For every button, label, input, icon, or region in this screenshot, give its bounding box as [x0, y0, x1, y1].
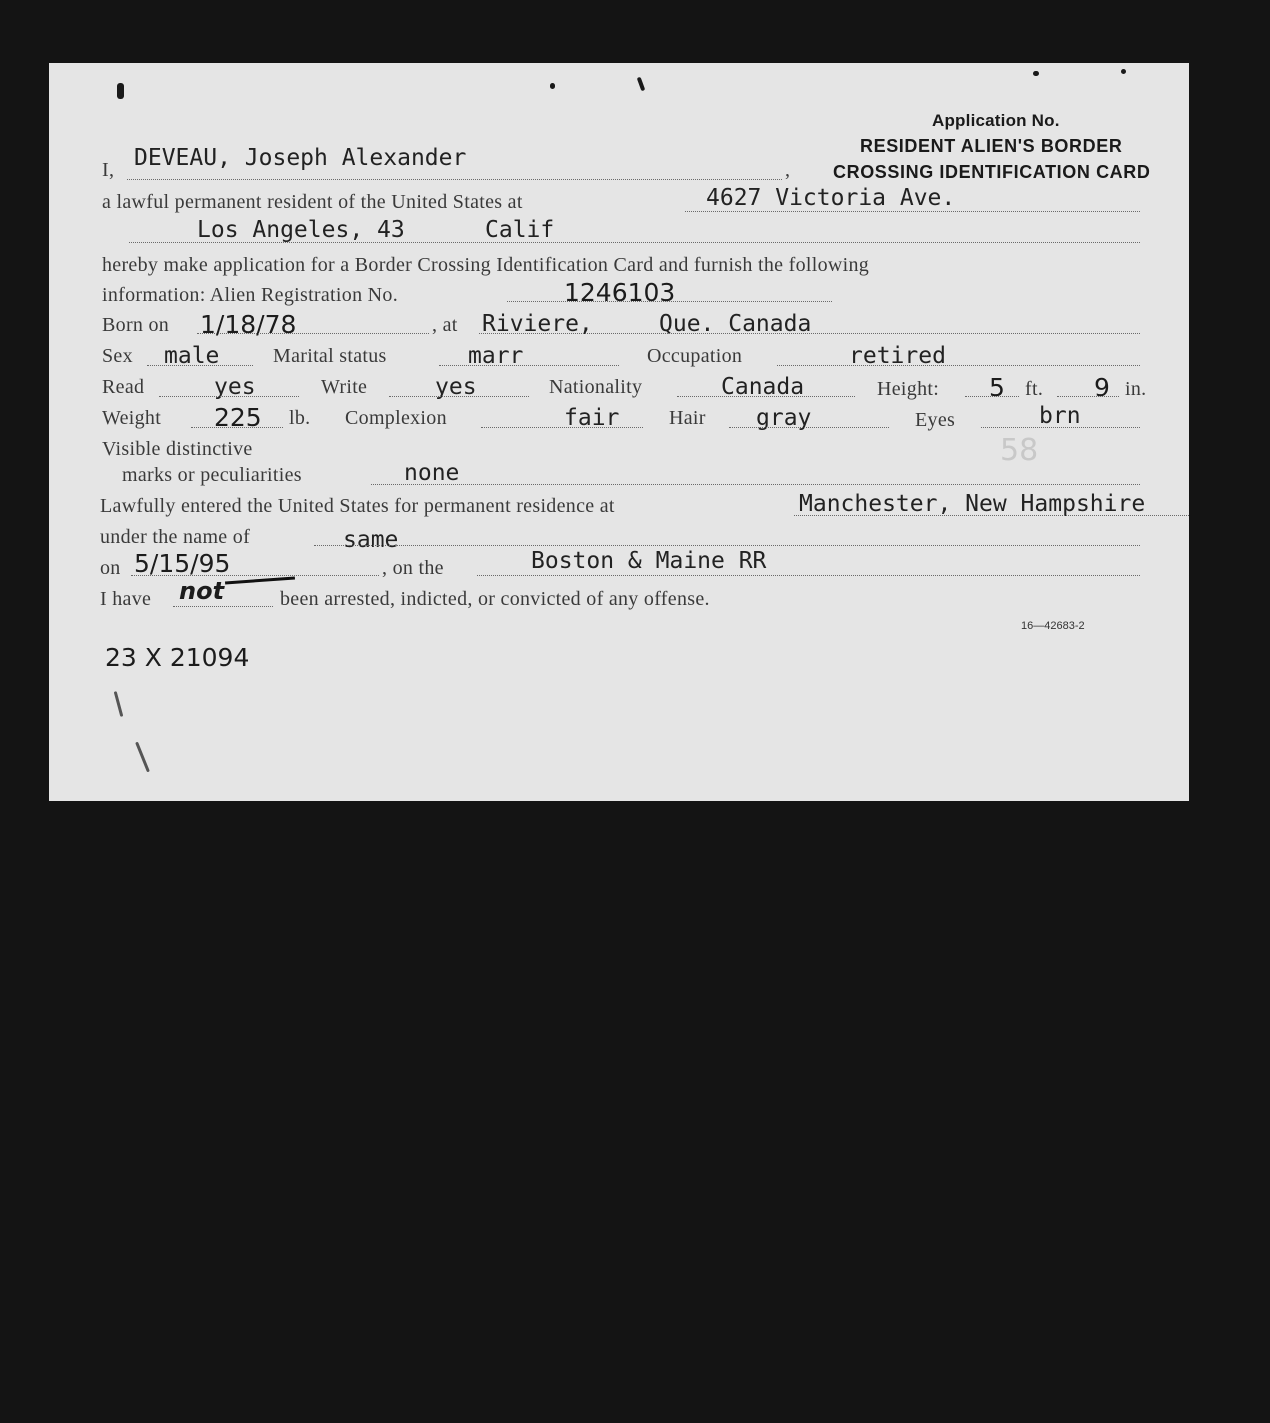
- label-nationality: Nationality: [549, 376, 643, 398]
- label-marital-status: Marital status: [273, 345, 387, 367]
- nationality-line: [677, 396, 855, 397]
- have-not-value: not: [179, 577, 225, 605]
- form-number: 16—42683-2: [1021, 620, 1085, 632]
- handwritten-stroke: [225, 577, 295, 585]
- label-height: Height:: [877, 378, 940, 400]
- entry-date: 5/15/95: [134, 549, 231, 578]
- label-on: on: [100, 557, 121, 579]
- address-line: [685, 211, 1140, 212]
- label-lawfully-entered: Lawfully entered the United States for permanent residence at: [100, 495, 615, 517]
- label-lawful-resident: a lawful permanent resident of the United States at: [102, 191, 523, 213]
- birth-province: Que. Canada: [659, 311, 812, 337]
- label-under-name: under the name of: [100, 526, 251, 548]
- weight-value: 225: [214, 403, 262, 432]
- occupation-value: retired: [849, 343, 946, 369]
- eyes-value: brn: [1039, 403, 1081, 429]
- registration-line: [507, 301, 832, 302]
- height-feet-line: [965, 396, 1019, 397]
- read-value: yes: [214, 374, 256, 400]
- write-value: yes: [435, 374, 477, 400]
- application-card: [49, 63, 1189, 801]
- label-complexion: Complexion: [345, 407, 447, 429]
- label-eyes: Eyes: [915, 409, 956, 431]
- height-inches-line: [1057, 396, 1119, 397]
- marks-line: [371, 484, 1140, 485]
- marks-value: none: [404, 460, 460, 486]
- label-comma: ,: [785, 159, 791, 181]
- ink-blemish: [1033, 71, 1039, 76]
- read-line: [159, 396, 299, 397]
- label-information: information: Alien Registration No.: [102, 284, 399, 306]
- application-number-label: Application No.: [932, 111, 1060, 130]
- label-i: I,: [102, 159, 115, 181]
- ink-blemish: [117, 83, 124, 99]
- label-arrested: been arrested, indicted, or convicted of any offense.: [280, 588, 710, 610]
- nationality-value: Canada: [721, 374, 805, 400]
- ink-blemish: [1121, 69, 1126, 74]
- label-i-have: I have: [100, 588, 152, 610]
- write-line: [389, 396, 529, 397]
- entry-name-line: [314, 545, 1140, 546]
- entry-carrier: Boston & Maine RR: [531, 548, 767, 574]
- sex-value: male: [164, 343, 220, 369]
- complexion-value: fair: [564, 405, 620, 431]
- faint-number: 58: [1000, 433, 1039, 468]
- pencil-mark: [135, 742, 150, 773]
- label-lb: lb.: [289, 407, 311, 429]
- entry-place-line: [794, 515, 1189, 516]
- applicant-name: DEVEAU, Joseph Alexander: [134, 145, 467, 171]
- birth-date: 1/18/78: [200, 310, 297, 339]
- birth-place: Riviere,: [482, 311, 593, 337]
- occupation-line: [777, 365, 1140, 366]
- entry-place: Manchester, New Hampshire: [799, 491, 1146, 517]
- label-hair: Hair: [669, 407, 706, 429]
- complexion-line: [481, 427, 643, 428]
- birth-date-line: [197, 333, 429, 334]
- height-feet: 5: [989, 373, 1005, 402]
- label-visible-distinctive: Visible distinctive: [102, 438, 253, 460]
- card-title-line2: CROSSING IDENTIFICATION CARD: [833, 162, 1151, 182]
- label-at: , at: [432, 314, 458, 336]
- entry-name: same: [343, 527, 399, 553]
- hair-value: gray: [756, 405, 812, 431]
- label-sex: Sex: [102, 345, 133, 367]
- height-inches: 9: [1094, 373, 1110, 402]
- label-in: in.: [1125, 378, 1147, 400]
- city-line: [129, 242, 1140, 243]
- marital-status-value: marr: [468, 343, 524, 369]
- label-born-on: Born on: [102, 314, 170, 336]
- ink-blemish: [637, 77, 646, 92]
- file-number: 23 X 21094: [105, 643, 250, 672]
- eyes-line: [981, 427, 1140, 428]
- card-title-line1: RESIDENT ALIEN'S BORDER: [860, 136, 1123, 156]
- address-city: Los Angeles, 43: [197, 217, 405, 243]
- label-on-the: , on the: [382, 557, 444, 579]
- label-weight: Weight: [102, 407, 162, 429]
- address-state: Calif: [485, 217, 555, 243]
- have-not-line: [173, 606, 273, 607]
- label-ft: ft.: [1025, 378, 1044, 400]
- sex-line: [147, 365, 253, 366]
- label-write: Write: [321, 376, 368, 398]
- ink-blemish: [550, 83, 555, 89]
- hair-line: [729, 427, 889, 428]
- label-occupation: Occupation: [647, 345, 743, 367]
- label-read: Read: [102, 376, 145, 398]
- marital-status-line: [439, 365, 619, 366]
- entry-carrier-line: [477, 575, 1140, 576]
- weight-line: [191, 427, 283, 428]
- label-marks: marks or peculiarities: [122, 464, 302, 486]
- label-hereby: hereby make application for a Border Crossing Identification Card and furnish the following: [102, 254, 870, 276]
- name-line: [127, 179, 782, 180]
- pencil-mark: [114, 691, 124, 717]
- birth-place-line: [479, 333, 1140, 334]
- entry-date-line: [131, 575, 379, 576]
- registration-number: 1246103: [564, 278, 676, 307]
- address-street: 4627 Victoria Ave.: [706, 185, 956, 211]
